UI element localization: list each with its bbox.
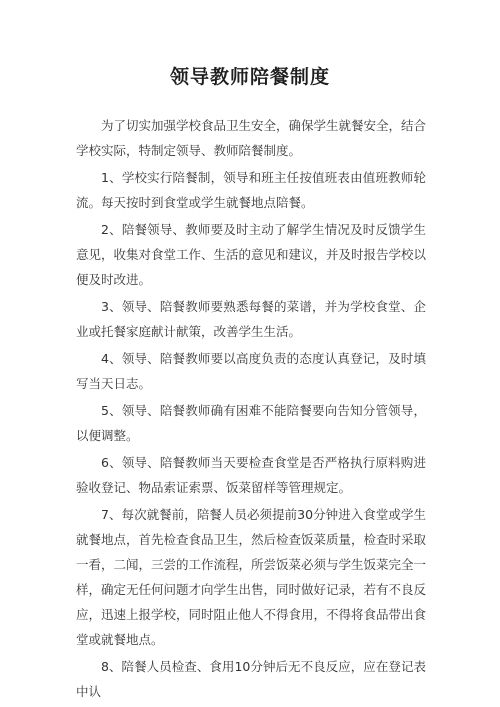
paragraph-intro: 为了切实加强学校食品卫生安全，确保学生就餐安全，结合学校实际，特制定领导、教师陪餐制度。 [76, 118, 427, 158]
paragraph-rule-7: 7、每次就餐前，陪餐人员必须提前30分钟进入食堂或学生就餐地点，首先检查食品卫生，然后检查饭菜质量，检查时采取一看，二闻，三尝的工作流程，所尝饭菜必须与学生饭菜完全一样，确定无任何问题才向学生出售，同时做好记录，若有不良反应，迅速上报学校，同时阻止他人不得食用，不得将食品带出食堂或就餐地点。 [76, 507, 427, 647]
paragraph-rule-2: 2、陪餐领导、教师要及时主动了解学生情况及时反馈学生意见，收集对食堂工作、生活的意见和建议，并及时报告学校以便及时改进。 [76, 222, 427, 287]
paragraph-rule-4: 4、领导、陪餐教师要以高度负责的态度认真登记，及时填写当天日志。 [76, 351, 426, 391]
document-title: 领导教师陪餐制度 [169, 66, 330, 88]
paragraph-rule-8: 8、陪餐人员检查、食用10分钟后无不良反应，应在登记表中认 [76, 659, 426, 699]
paragraph-rule-1: 1、学校实行陪餐制，领导和班主任按值班表由值班教师轮流。每天按时到食堂或学生就餐地点陪餐。 [76, 170, 426, 210]
paragraph-rule-5: 5、领导、陪餐教师确有困难不能陪餐要向告知分管领导，以便调整。 [76, 403, 426, 443]
document-body [76, 113, 426, 706]
paragraph-rule-6: 6、领导、陪餐教师当天要检查食堂是否严格执行原料购进验收登记、物品索证索票、饭菜留样等管理规定。 [76, 455, 426, 495]
paragraph-rule-3: 3、领导、陪餐教师要熟悉每餐的菜谱，并为学校食堂、企业或托餐家庭献计献策，改善学生生活。 [76, 299, 426, 339]
